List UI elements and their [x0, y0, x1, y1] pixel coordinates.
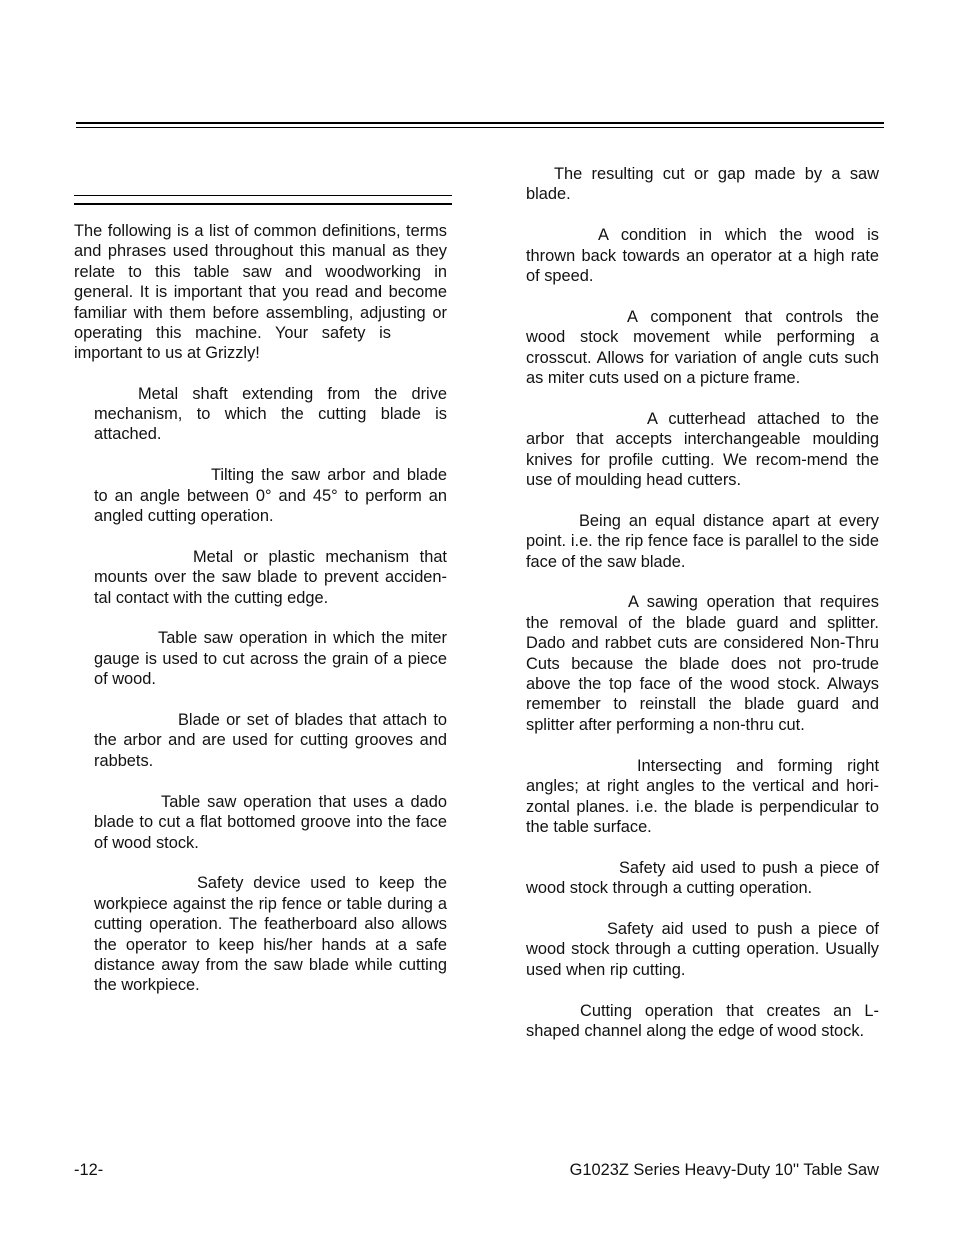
definition-text: Metal or plastic mechanism that mounts over the saw blade to prevent acciden-tal contact with the cutting edge.	[94, 547, 447, 607]
glossary-entry	[526, 511, 879, 572]
definition-text: A component that controls the wood stock movement while performing a crosscut. Allows for variation of angle cuts such as miter cuts used on a picture frame.	[526, 307, 879, 388]
definition-text: Metal shaft extending from the drive mechanism, to which the cutting blade is attached.	[94, 384, 447, 444]
intro-text: The following is a list of common definitions, terms and phrases used throughout this manual as they relate to this table saw and woodworking in general. It is important that you read and become familiar with them before assembling, adjusting or operating this machine. Your safety is	[74, 222, 447, 343]
definition-text: Being an equal distance apart at every point. i.e. the rip fence face is parallel to the side face of the saw blade.	[526, 511, 879, 571]
section-rule	[74, 195, 452, 205]
footer-title: G1023Z Series Heavy-Duty 10'' Table Saw	[569, 1161, 879, 1179]
definition-text: Blade or set of blades that attach to the arbor and are used for cutting grooves and rabbets.	[94, 711, 447, 770]
glossary-entry	[74, 628, 447, 689]
glossary-entry	[526, 756, 879, 838]
glossary-entry	[526, 409, 879, 491]
intro-text-end: important to us at Grizzly!	[74, 344, 260, 363]
header-rule	[76, 122, 884, 128]
glossary-entry	[74, 710, 447, 771]
glossary-entry	[526, 164, 879, 205]
definition-text: Safety aid used to push a piece of wood stock through a cutting operation. Usually used when rip cutting.	[526, 919, 879, 979]
page-number: -12-	[74, 1161, 104, 1179]
glossary-entry	[74, 873, 447, 995]
glossary-entry	[526, 919, 879, 980]
right-column	[526, 164, 879, 1062]
glossary-entry	[74, 547, 447, 608]
definition-text: The resulting cut or gap made by a saw blade.	[526, 165, 879, 204]
intro-paragraph	[74, 221, 447, 364]
definition-text: Tilting the saw arbor and blade to an angle between 0° and 45° to perform an angled cutting operation.	[94, 466, 447, 526]
glossary-entry	[526, 307, 879, 389]
definition-text: Safety device used to keep the workpiece against the rip fence or table during a cutting operation. The featherboard also allows the operator to keep his/her hands at a safe distance away from the saw blade while cutting the workpiece.	[94, 874, 447, 995]
glossary-entry	[526, 592, 879, 735]
definition-text: Table saw operation that uses a dado blade to cut a flat bottomed groove into the face of wood stock.	[94, 792, 447, 852]
glossary-entry	[526, 858, 879, 899]
glossary-entry	[74, 792, 447, 853]
definition-text: A condition in which the wood is thrown back towards an operator at a high rate of speed.	[526, 226, 879, 286]
glossary-entry	[526, 1001, 879, 1042]
definition-text: Intersecting and forming right angles; at right angles to the vertical and hori-zontal planes. i.e. the blade is perpendicular to the table surface.	[526, 756, 879, 836]
glossary-entry	[74, 465, 447, 526]
definition-text: A cutterhead attached to the arbor that accepts interchangeable moulding knives for profile cutting. We recom-mend the use of moulding head cutters.	[526, 409, 879, 490]
left-column	[74, 221, 447, 1016]
definition-text: A sawing operation that requires the removal of the blade guard and splitter. Dado and rabbet cuts are considered Non-Thru Cuts because the blade does not pro-trude above the top face of the wood stock. Always remember to reinstall the blade guard and splitter after performing a non-thru cut.	[526, 593, 879, 734]
definition-text: Cutting operation that creates an L-shaped channel along the edge of wood stock.	[526, 1001, 879, 1040]
glossary-entry	[74, 384, 447, 445]
glossary-entry	[526, 225, 879, 286]
definition-text: Table saw operation in which the miter gauge is used to cut across the grain of a piece of wood.	[94, 629, 447, 689]
definition-text: Safety aid used to push a piece of wood stock through a cutting operation.	[526, 858, 879, 898]
